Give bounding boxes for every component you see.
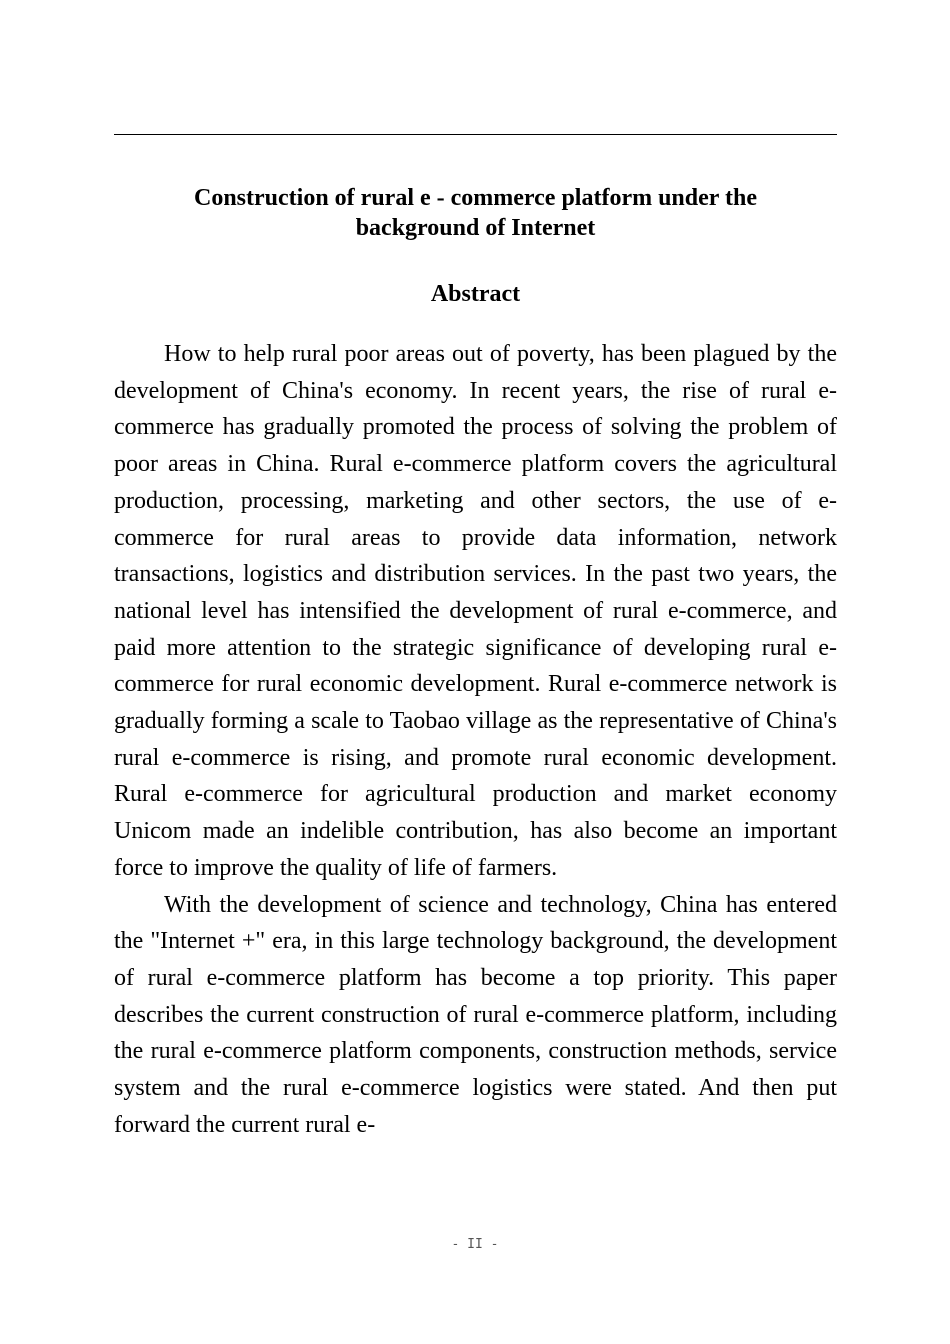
abstract-paragraph: How to help rural poor areas out of poverty, has been plagued by the development of China's economy. In recent years, the rise of rural e-commerce has gradually promoted the process of solving the problem of poor areas in China. Rural e-commerce platform covers the agricultural production, processing, marketing and other sectors, the use of e-commerce for rural areas to provide data information, network transactions, logistics and distribution services. In the past two years, the national level has intensified the development of rural e-commerce, and paid more attention to the strategic significance of developing rural e-commerce for rural economic development. Rural e-commerce network is gradually forming a scale to Taobao village as the representative of China's rural e-commerce is rising, and promote rural economic development. Rural e-commerce for agricultural production and market economy Unicom made an indelible contribution, has also become an important force to improve the quality of life of farmers. bbox=[114, 341, 837, 881]
abstract-paragraph: With the development of science and technology, China has entered the "Internet +" era, in this large technology background, the development of rural e-commerce platform has become a top priority. This paper describes the current construction of rural e-commerce platform, including the rural e-commerce platform components, construction methods, service system and the rural e-commerce logistics were stated. And then put forward the current rural e- bbox=[114, 891, 837, 1138]
page-number: - II - bbox=[451, 1237, 499, 1252]
document-title bbox=[114, 183, 837, 243]
title-line-1: Construction of rural e - commerce platform under the bbox=[194, 185, 757, 211]
title-line-2: background of Internet bbox=[355, 215, 596, 241]
header-rule bbox=[114, 134, 837, 135]
abstract-body bbox=[114, 336, 837, 1143]
abstract-heading: Abstract bbox=[430, 281, 521, 307]
